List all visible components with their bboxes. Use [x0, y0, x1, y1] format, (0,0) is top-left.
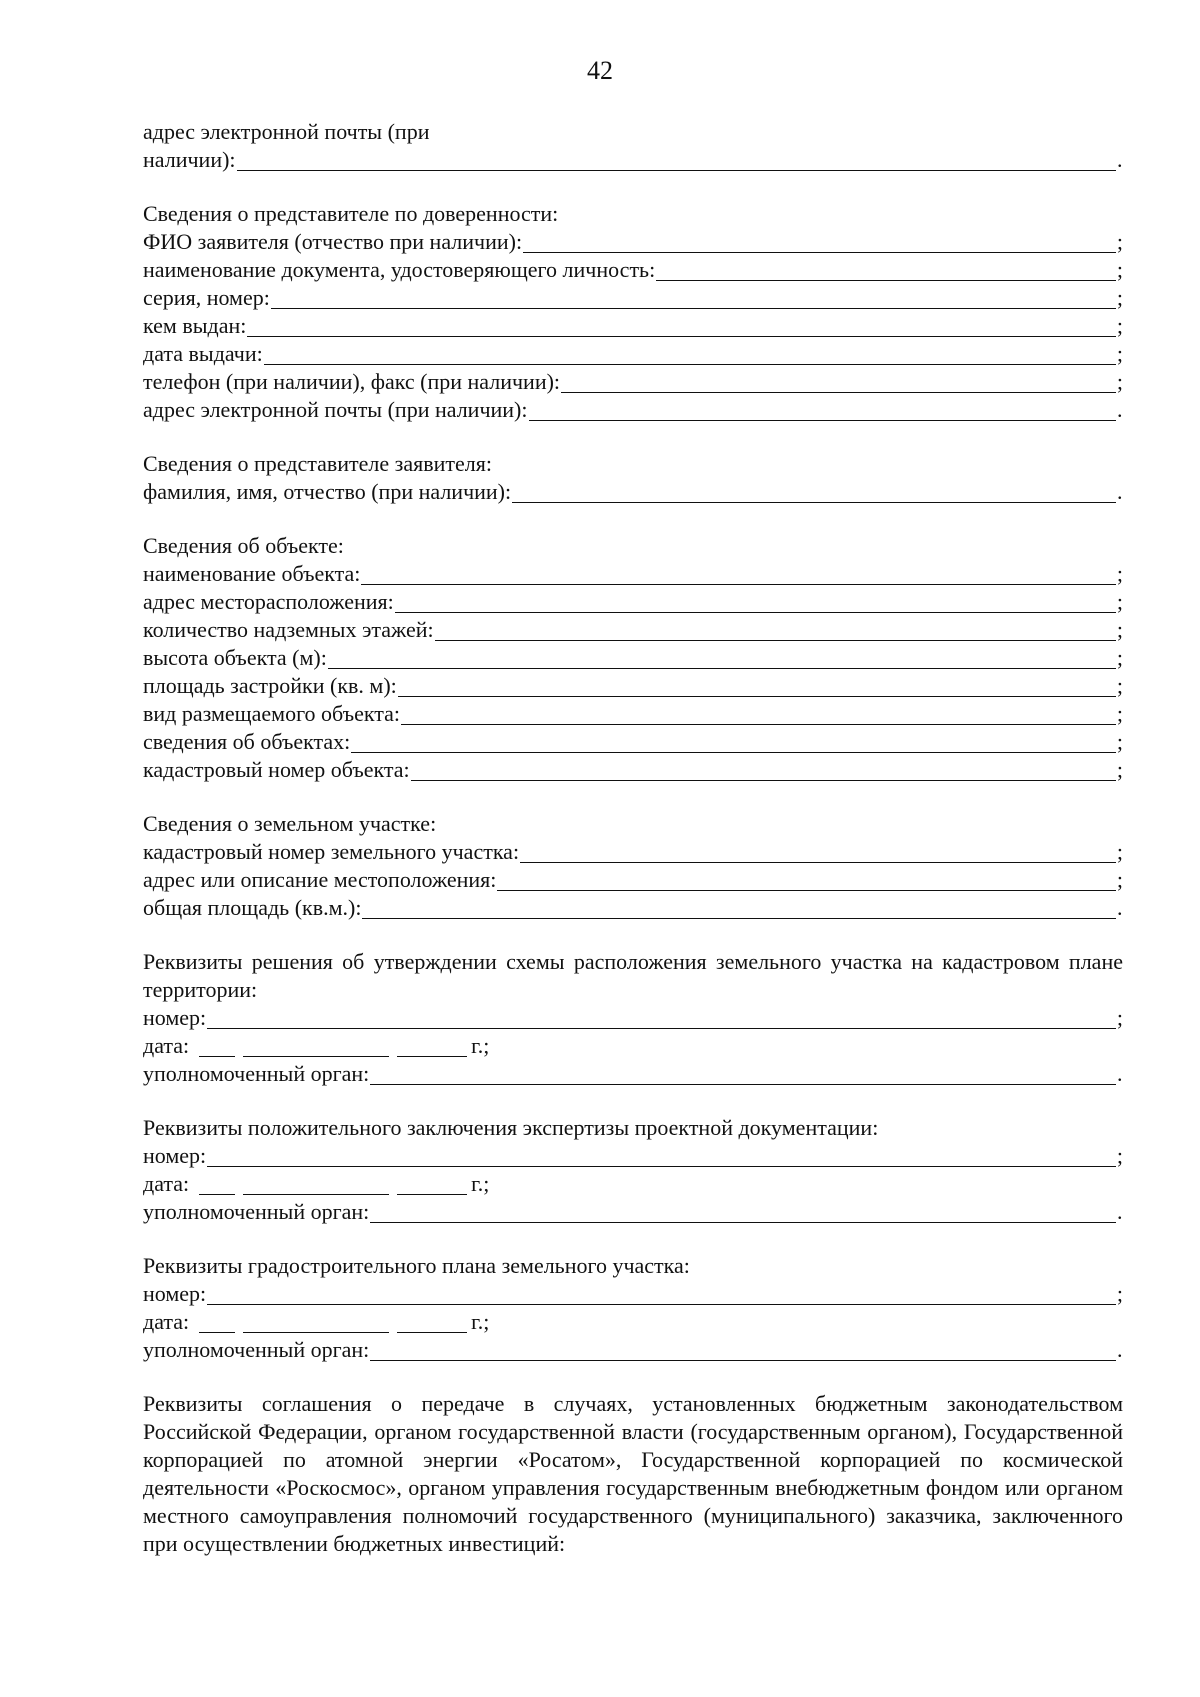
section-heading-expertise: Реквизиты положительного заключения экспертизы проектной документации:: [143, 1115, 879, 1140]
land-cadastral-number-field[interactable]: [143, 838, 1123, 866]
field-end: .: [1117, 895, 1123, 920]
field-end: .: [1117, 1199, 1123, 1224]
field-end: ;: [1116, 645, 1123, 670]
field-blank[interactable]: [361, 563, 1115, 585]
field-end: ;: [1116, 1281, 1123, 1306]
field-end: ;: [1116, 701, 1123, 726]
field-label: уполномоченный орган:: [143, 1061, 370, 1086]
representative-name-field[interactable]: [143, 478, 1123, 506]
form-content: [143, 118, 1123, 1558]
object-cadastral-number-field[interactable]: [143, 756, 1123, 784]
field-end: ;: [1116, 561, 1123, 586]
field-label: сведения об объектах:: [143, 729, 351, 754]
object-built-area-field[interactable]: [143, 672, 1123, 700]
field-blank[interactable]: [435, 619, 1116, 641]
field-label: адрес месторасположения:: [143, 589, 394, 614]
proxy-series-number-field[interactable]: [143, 284, 1123, 312]
field-end: ;: [1116, 369, 1123, 394]
field-blank[interactable]: [520, 841, 1116, 863]
field-end: ;: [1116, 341, 1123, 366]
field-end: ;: [1116, 257, 1123, 282]
field-label: площадь застройки (кв. м):: [143, 673, 397, 698]
expertise-number-field[interactable]: [143, 1142, 1123, 1170]
field-end: ;: [1116, 589, 1123, 614]
field-end: .: [1117, 147, 1123, 172]
field-blank[interactable]: [207, 1145, 1116, 1167]
field-end: ;: [1116, 1005, 1123, 1030]
proxy-email-field[interactable]: [143, 396, 1123, 424]
field-label: наименование документа, удостоверяющего личность:: [143, 257, 656, 282]
field-blank[interactable]: [512, 481, 1116, 503]
field-blank[interactable]: [351, 731, 1116, 753]
field-blank[interactable]: [264, 343, 1116, 365]
field-end: ;: [1116, 617, 1123, 642]
field-blank[interactable]: [370, 1063, 1116, 1085]
field-end: ;: [1116, 729, 1123, 754]
field-label: фамилия, имя, отчество (при наличии):: [143, 479, 512, 504]
date-year-blank[interactable]: [397, 1173, 467, 1195]
field-blank[interactable]: [328, 647, 1116, 669]
section-heading-object: Сведения об объекте:: [143, 533, 344, 558]
object-address-field[interactable]: [143, 588, 1123, 616]
section-heading-proxy: Сведения о представителе по доверенности:: [143, 201, 559, 226]
object-name-field[interactable]: [143, 560, 1123, 588]
field-label: дата:: [143, 1171, 190, 1196]
field-end: ;: [1116, 673, 1123, 698]
field-end: ;: [1116, 1143, 1123, 1168]
scheme-date-field[interactable]: [143, 1032, 1123, 1060]
field-label: вид размещаемого объекта:: [143, 701, 400, 726]
object-details-field[interactable]: [143, 728, 1123, 756]
proxy-issued-by-field[interactable]: [143, 312, 1123, 340]
field-blank[interactable]: [398, 675, 1116, 697]
field-label: телефон (при наличии), факс (при наличии):: [143, 369, 561, 394]
proxy-issue-date-field[interactable]: [143, 340, 1123, 368]
section-heading-land-plot: Сведения о земельном участке:: [143, 811, 437, 836]
field-blank[interactable]: [362, 897, 1116, 919]
field-label: дата выдачи:: [143, 341, 263, 366]
field-end: ;: [1116, 285, 1123, 310]
date-month-blank[interactable]: [243, 1173, 389, 1195]
field-blank[interactable]: [656, 259, 1116, 281]
expertise-authority-field[interactable]: [143, 1198, 1123, 1226]
field-blank[interactable]: [207, 1283, 1116, 1305]
proxy-fio-field[interactable]: [143, 228, 1123, 256]
object-height-field[interactable]: [143, 644, 1123, 672]
date-suffix: г.;: [471, 1033, 490, 1058]
proxy-fields: [143, 228, 1123, 424]
field-label: номер:: [143, 1143, 207, 1168]
section-heading-applicant-representative: Сведения о представителе заявителя:: [143, 451, 492, 476]
date-day-blank[interactable]: [199, 1035, 235, 1057]
field-label: кадастровый номер объекта:: [143, 757, 410, 782]
date-month-blank[interactable]: [243, 1035, 389, 1057]
applicant-email-label: адрес электронной почты (при: [143, 119, 430, 144]
field-end: ;: [1116, 229, 1123, 254]
object-floors-field[interactable]: [143, 616, 1123, 644]
page-number: 42: [587, 56, 613, 85]
gpzu-number-field[interactable]: [143, 1280, 1123, 1308]
field-end: .: [1117, 397, 1123, 422]
applicant-email-field[interactable]: [143, 146, 1123, 174]
field-end: .: [1117, 1337, 1123, 1362]
date-suffix: г.;: [471, 1171, 490, 1196]
field-label: дата:: [143, 1033, 190, 1058]
date-year-blank[interactable]: [397, 1311, 467, 1333]
field-blank[interactable]: [237, 149, 1116, 171]
date-year-blank[interactable]: [397, 1035, 467, 1057]
field-label: адрес или описание местоположения:: [143, 867, 497, 892]
field-label: высота объекта (м):: [143, 645, 327, 670]
field-label: серия, номер:: [143, 285, 270, 310]
field-end: ;: [1116, 839, 1123, 864]
field-end: .: [1117, 479, 1123, 504]
gpzu-date-field[interactable]: [143, 1308, 1123, 1336]
field-blank[interactable]: [247, 315, 1116, 337]
field-label: наличии):: [143, 147, 236, 172]
field-label: кадастровый номер земельного участка:: [143, 839, 520, 864]
field-label: кем выдан:: [143, 313, 247, 338]
section-heading-scheme-decision: Реквизиты решения об утверждении схемы расположения земельного участка на кадастровом плане территории:: [143, 949, 1123, 1002]
field-blank[interactable]: [207, 1007, 1116, 1029]
field-blank[interactable]: [523, 231, 1116, 253]
proxy-id-document-field[interactable]: [143, 256, 1123, 284]
date-suffix: г.;: [471, 1309, 490, 1334]
date-day-blank[interactable]: [199, 1311, 235, 1333]
object-type-field[interactable]: [143, 700, 1123, 728]
field-end: ;: [1116, 757, 1123, 782]
field-label: номер:: [143, 1281, 207, 1306]
field-label: дата:: [143, 1309, 190, 1334]
field-label: наименование объекта:: [143, 561, 361, 586]
section-heading-gpzu: Реквизиты градостроительного плана земельного участка:: [143, 1253, 690, 1278]
expertise-date-field[interactable]: [143, 1170, 1123, 1198]
field-blank[interactable]: [401, 703, 1116, 725]
scheme-authority-field[interactable]: [143, 1060, 1123, 1088]
gpzu-authority-field[interactable]: [143, 1336, 1123, 1364]
applicant-email-label-line: [143, 118, 1123, 146]
field-label: уполномоченный орган:: [143, 1337, 370, 1362]
date-day-blank[interactable]: [199, 1173, 235, 1195]
field-blank[interactable]: [561, 371, 1116, 393]
field-label: количество надземных этажей:: [143, 617, 434, 642]
field-blank[interactable]: [497, 869, 1115, 891]
field-label: уполномоченный орган:: [143, 1199, 370, 1224]
field-label: номер:: [143, 1005, 207, 1030]
field-end: ;: [1116, 867, 1123, 892]
scheme-number-field[interactable]: [143, 1004, 1123, 1032]
field-blank[interactable]: [529, 399, 1117, 421]
field-blank[interactable]: [395, 591, 1116, 613]
field-label: ФИО заявителя (отчество при наличии):: [143, 229, 523, 254]
land-address-field[interactable]: [143, 866, 1123, 894]
field-end: .: [1117, 1061, 1123, 1086]
field-label: адрес электронной почты (при наличии):: [143, 397, 528, 422]
field-end: ;: [1116, 313, 1123, 338]
agreement-paragraph: Реквизиты соглашения о передаче в случаях, установленных бюджетным законодательством Российской Федерации, органом государственной власти (государственным органом), Государственной корпорацией по атомной энергии «Росатом», Государственной корпорацией по космической деятельности «Роскосмос», органом управления государственным внебюджетным фондом или органом местного самоуправления полномочий государственного (муниципального) заказчика, заключенного при осуществлении бюджетных инвестиций:: [143, 1391, 1123, 1556]
field-blank[interactable]: [271, 287, 1116, 309]
field-blank[interactable]: [370, 1339, 1116, 1361]
proxy-phone-fax-field[interactable]: [143, 368, 1123, 396]
field-blank[interactable]: [411, 759, 1116, 781]
date-month-blank[interactable]: [243, 1311, 389, 1333]
land-total-area-field[interactable]: [143, 894, 1123, 922]
field-label: общая площадь (кв.м.):: [143, 895, 362, 920]
field-blank[interactable]: [370, 1201, 1116, 1223]
